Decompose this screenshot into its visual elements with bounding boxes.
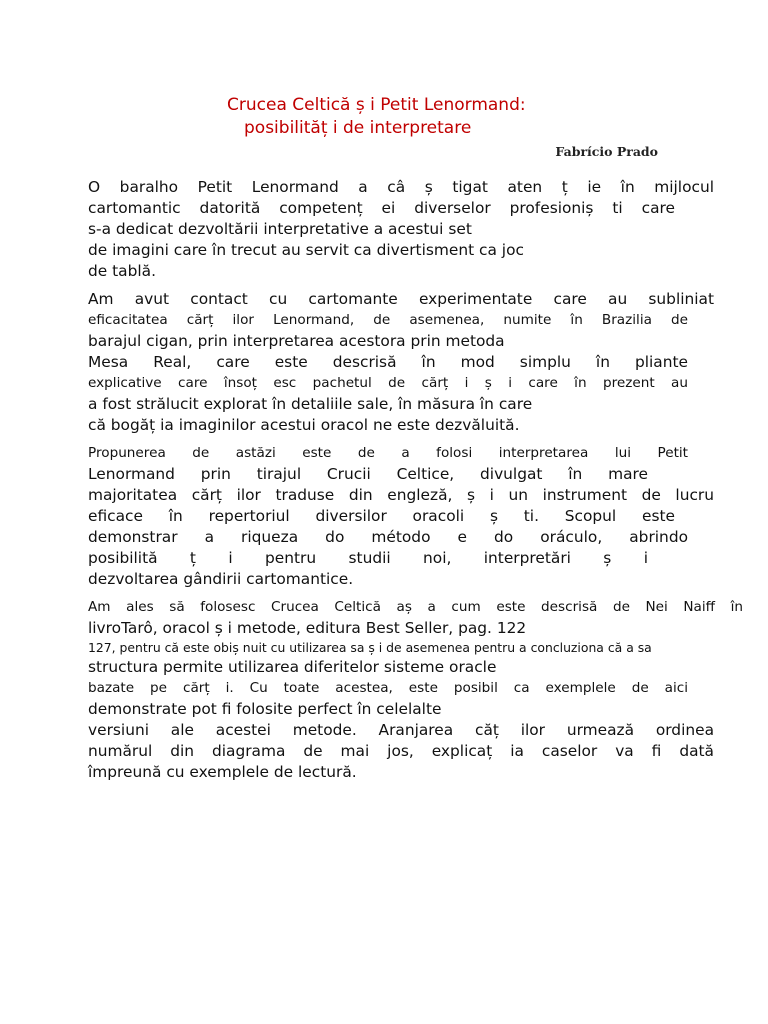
- paragraph-line: numărul din diagrama de mai jos, explicaț ia caselor va fi dată: [88, 742, 714, 760]
- paragraph-line: de imagini care în trecut au servit ca divertisment ca joc: [88, 241, 524, 259]
- document-body: [88, 177, 743, 790]
- paragraph-line: bazate pe cărț i. Cu toate acestea, este posibil ca exemplele de aici: [88, 680, 688, 696]
- paragraph-line: s-a dedicat dezvoltării interpretative a acestui set: [88, 220, 472, 238]
- paragraph-line: demonstrate pot fi folosite perfect în celelalte: [88, 700, 442, 718]
- document-title-line-2: posibilităț i de interpretare: [244, 118, 472, 138]
- paragraph-line: Lenormand prin tirajul Crucii Celtice, divulgat în mare: [88, 465, 648, 483]
- paragraph-line: structura permite utilizarea diferitelor sisteme oracle: [88, 658, 497, 676]
- paragraph-line: barajul cigan, prin interpretarea acestora prin metoda: [88, 332, 505, 350]
- paragraph-2: [88, 289, 714, 436]
- paragraph-line: majoritatea cărț ilor traduse din engleză, ș i un instrument de lucru: [88, 486, 714, 504]
- paragraph-line: explicative care însoț esc pachetul de cărț i ș i care în prezent au: [88, 375, 688, 391]
- document-author: Fabrício Prado: [555, 144, 658, 159]
- paragraph-3: [88, 443, 714, 590]
- paragraph-line: eficacitatea cărț ilor Lenormand, de asemenea, numite în Brazilia de: [88, 312, 688, 328]
- paragraph-line: Am avut contact cu cartomante experimentate care au subliniat: [88, 290, 714, 308]
- paragraph-4: [88, 597, 743, 783]
- paragraph-line: eficace în repertoriul diversilor oracoli ș ti. Scopul este: [88, 507, 675, 525]
- paragraph-line: demonstrar a riqueza do método e do oráculo, abrindo: [88, 528, 688, 546]
- paragraph-line: Propunerea de astăzi este de a folosi interpretarea lui Petit: [88, 445, 688, 461]
- paragraph-line: versiuni ale acestei metode. Aranjarea căț ilor urmează ordinea: [88, 721, 714, 739]
- paragraph-line: Mesa Real, care este descrisă în mod simplu în pliante: [88, 353, 688, 371]
- paragraph-line: 127, pentru că este obiș nuit cu utilizarea sa ș i de asemenea pentru a concluziona că a sa: [88, 640, 652, 655]
- paragraph-line: posibilită ț i pentru studii noi, interpretări ș i: [88, 549, 648, 567]
- paragraph-line: a fost strălucit explorat în detaliile sale, în măsura în care: [88, 395, 533, 413]
- paragraph-1: [88, 177, 714, 282]
- paragraph-line: împreună cu exemplele de lectură.: [88, 763, 357, 781]
- paragraph-line: Am ales să folosesc Crucea Celtică aș a cum este descrisă de Nei Naiff în: [88, 599, 743, 615]
- paragraph-line: de tablă.: [88, 262, 156, 280]
- paragraph-line: O baralho Petit Lenormand a câ ș tigat aten ț ie în mijlocul: [88, 178, 714, 196]
- paragraph-line: cartomantic datorită competenț ei diverselor profesioniș ti care: [88, 199, 675, 217]
- paragraph-line: dezvoltarea gândirii cartomantice.: [88, 570, 354, 588]
- document-title-line-1: Crucea Celtică ș i Petit Lenormand:: [227, 95, 526, 115]
- paragraph-line: livroTarô, oracol ș i metode, editura Best Seller, pag. 122: [88, 619, 527, 637]
- paragraph-line: că bogăț ia imaginilor acestui oracol ne este dezvăluită.: [88, 416, 520, 434]
